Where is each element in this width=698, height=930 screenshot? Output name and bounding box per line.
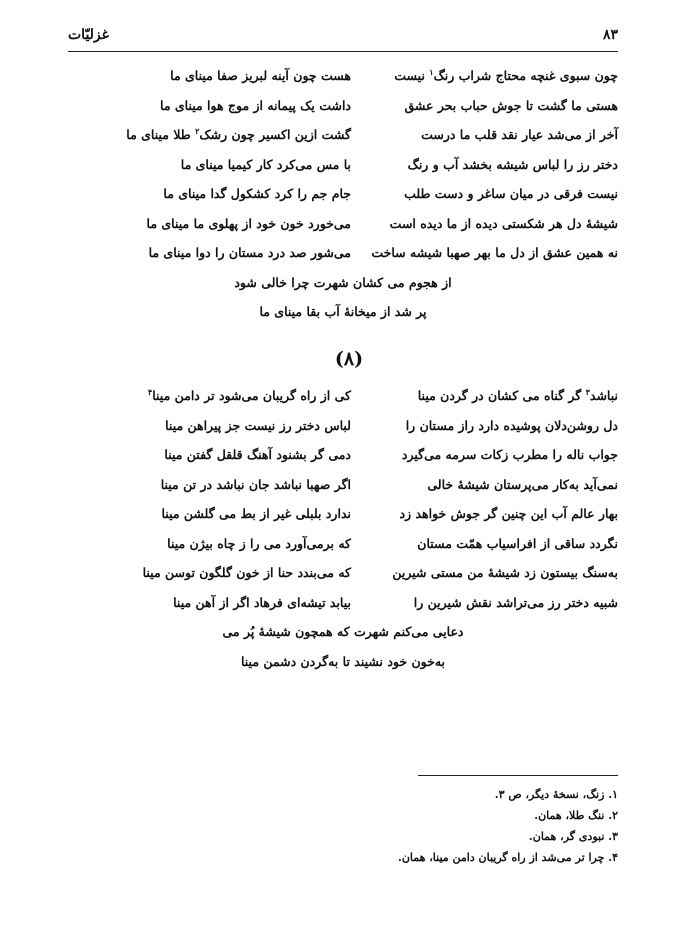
couplet — [68, 418, 618, 448]
hemistich-left: هست چون آینه لبریز صفا مینای ما — [170, 68, 351, 83]
hemistich-right: جواب ناله را مطرب زکات سرمه می‌گیرد — [401, 447, 618, 462]
hemistich-right: هستی ما گشت تا جوش حباب بحر عشق — [404, 97, 618, 113]
hemistich-left: لباس دختر رز نیست جز پیراهن مینا — [165, 417, 351, 433]
couplet — [68, 595, 618, 625]
hemistich-right: به‌سنگ بیستون زد شیشهٔ من مستی شیرین — [392, 565, 618, 580]
hemistich-right: شیشهٔ دل هر شکستی دیده از ما دیده است — [389, 215, 618, 231]
hemistich-left: گشت ازین اکسیر چون رشک$^۲$ طلا مینای ما — [126, 125, 351, 142]
hemistich-left: می‌شور صد درد مستان را دوا مینای ما — [148, 245, 351, 260]
couplet — [68, 565, 618, 595]
final-hemistich: به‌خون خود نشیند تا به‌گردن دشمن مینا — [240, 653, 446, 669]
hemistich-left: ندارد بلبلی غیر از بط می گلشن مینا — [161, 506, 351, 521]
hemistich-right: چون سبوی غنچه محتاج شراب رنگ$^۱$ نیست — [394, 66, 618, 83]
poem-2 — [68, 388, 618, 683]
hemistich-right: دل روشن‌دلان پوشیده دارد راز مستان را — [405, 417, 618, 433]
hemistich-right: نیست فرقی در میان ساغر و دست طلب — [404, 186, 618, 201]
couplet — [68, 477, 618, 507]
footnote-ref[interactable]: ۲ — [195, 125, 200, 136]
page-number: ۸۳ — [602, 27, 618, 43]
hemistich-right: نباشد$^۳$ گر گناه می کشان در گردن مینا — [417, 386, 618, 403]
section-title: (۸) — [334, 348, 364, 370]
couplet — [68, 447, 618, 477]
hemistich-right: نگردد ساقی از افراسیاب همّت مستان — [417, 535, 618, 551]
chapter-title: غزلیّات — [68, 27, 109, 43]
footnote: ۴. چرا تر می‌شد از راه گریبان دامن مینا، همان. — [397, 851, 618, 864]
hemistich-left: جام جم را کرد کشکول گدا مینای ما — [163, 186, 351, 201]
running-header — [68, 27, 618, 47]
hemistich-left: بیابد تیشه‌ای فرهاد اگر از آهن مینا — [173, 594, 351, 610]
hemistich-right: شبیه دختر رز می‌تراشد نقش شیرین را — [413, 594, 618, 610]
footnote: ۲. ننگ طلا، همان. — [534, 809, 618, 822]
hemistich-right: دختر رز را لباس شیشه بخشد آب و رنگ — [407, 156, 618, 172]
hemistich-left: که برمی‌آورد می را ز چاه بیژن مینا — [167, 535, 351, 551]
footnote: ۱. زنگ، نسخهٔ دیگر، ص ۳. — [494, 788, 618, 801]
hemistich-left: می‌خورد خون خود از پهلوی ما مینای ما — [146, 215, 351, 231]
couplet — [68, 98, 618, 128]
hemistich-left: اگر صهبا نباشد جان نباشد در تن مینا — [160, 476, 351, 492]
footnote-ref[interactable]: ۱ — [429, 66, 434, 77]
hemistich-left: که می‌بندد حنا از خون گلگون توسن مینا — [142, 565, 351, 580]
footnotes — [68, 788, 618, 872]
hemistich-right: نه همین عشق از دل ما بهر صهبا شیشه ساخت — [371, 245, 618, 260]
final-hemistich: از هجوم می کشان شهرت چرا خالی شود — [234, 274, 452, 290]
poem-1 — [68, 68, 618, 334]
hemistich-left: دمی گر بشنود آهنگ قلقل گفتن مینا — [164, 447, 351, 462]
final-hemistich: پر شد از میخانهٔ آب بقا مینای ما — [259, 304, 427, 319]
couplet — [68, 388, 618, 418]
header-rule — [68, 51, 618, 52]
footnote: ۳. نبودی گر، همان. — [528, 830, 618, 843]
couplet — [68, 216, 618, 246]
hemistich-left: داشت یک پیمانه از موج هوا مینای ما — [160, 97, 351, 113]
hemistich-right: نمی‌آید به‌کار می‌پرستان شیشهٔ خالی — [427, 476, 618, 492]
couplet — [68, 127, 618, 157]
couplet — [68, 506, 618, 536]
final-hemistich: دعایی می‌کنم شهرت که همچون شیشهٔ پُر می — [222, 624, 464, 639]
couplet — [68, 157, 618, 187]
couplet — [68, 186, 618, 216]
couplet — [68, 536, 618, 566]
hemistich-left: کی از راه گریبان می‌شود تر دامن مینا$^۴$ — [147, 386, 351, 403]
hemistich-right: بهار عالم آب این چنین گر جوش خواهد زد — [399, 506, 618, 521]
footnote-rule — [418, 775, 618, 776]
couplet — [68, 245, 618, 275]
footnote-ref[interactable]: ۳ — [585, 386, 590, 397]
footnote-ref[interactable]: ۴ — [147, 386, 153, 397]
couplet — [68, 68, 618, 98]
hemistich-left: با مس می‌کرد کار کیمیا مینای ما — [180, 156, 351, 172]
hemistich-right: آخر از می‌شد عیار نقد قلب ما درست — [421, 127, 618, 142]
